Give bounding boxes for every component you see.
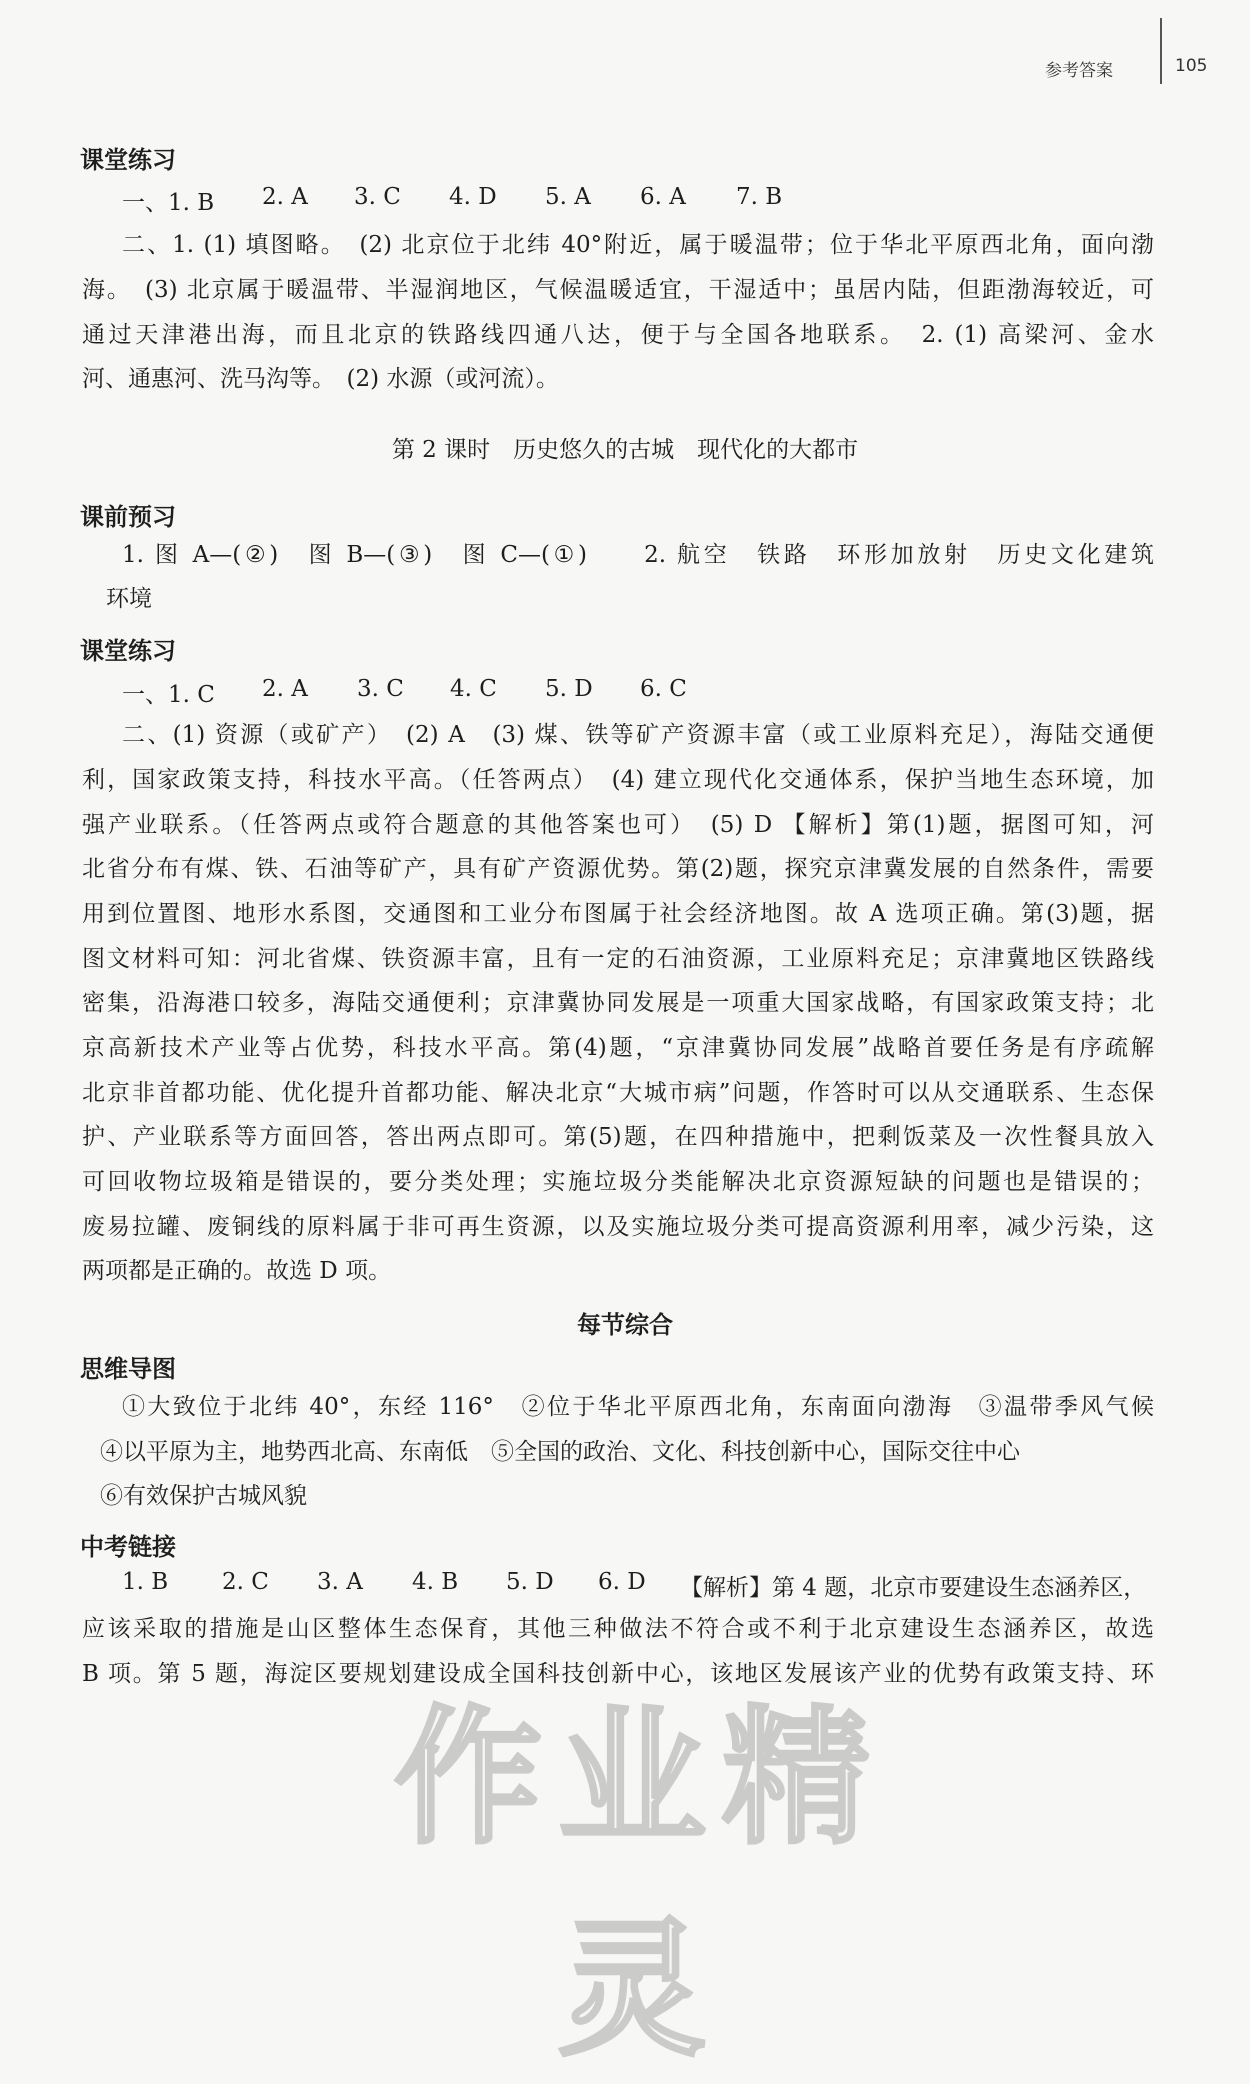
- mc-answer: 5. A: [545, 184, 591, 210]
- mc-answer: 5. D: [506, 1569, 554, 1595]
- answer-line: 1. 图 A—(②) 图 B—(③) 图 C—(①) 2. 航空 铁路 环形加放射 历史文化建筑: [122, 542, 1154, 568]
- answer-line: 京高新技术产业等占优势，科技水平高。第(4)题，“京津冀协同发展”战略首要任务是有序疏解: [82, 1035, 1154, 1061]
- answer-line: 两项都是正确的。故选 D 项。: [82, 1258, 392, 1284]
- answer-line: 密集，沿海港口较多，海陆交通便利；京津冀协同发展是一项重大国家战略，有国家政策支持；北: [82, 990, 1154, 1016]
- header-label: 参考答案: [1045, 61, 1113, 81]
- lesson-title: 第 2 课时 历史悠久的古城 现代化的大都市: [391, 437, 859, 463]
- summary-title: 每节综合: [577, 1311, 673, 1339]
- section-heading: 课堂练习: [80, 637, 176, 665]
- mc-answer: 7. B: [736, 184, 783, 210]
- answer-line: 二、(1) 资源（或矿产） (2) A (3) 煤、铁等矿产资源丰富（或工业原料充足），海陆交通便: [122, 722, 1154, 748]
- section-heading: 中考链接: [80, 1533, 176, 1561]
- answer-line: 废易拉罐、废铜线的原料属于非可再生资源，以及实施垃圾分类可提高资源利用率，减少污染，这: [82, 1214, 1154, 1240]
- answer-line: ①大致位于北纬 40°，东经 116° ②位于华北平原西北角，东南面向渤海 ③温带季风气候: [122, 1394, 1154, 1420]
- answer-line: 河、通惠河、洗马沟等。 (2) 水源（或河流）。: [82, 366, 559, 392]
- answer-line: ⑥有效保护古城风貌: [100, 1483, 307, 1509]
- mc-answer: 2. A: [262, 184, 308, 210]
- answer-line: 应该采取的措施是山区整体生态保育，其他三种做法不符合或不利于北京建设生态涵养区，故选: [82, 1616, 1154, 1642]
- mc-answer: 2. A: [262, 676, 308, 702]
- mc-answer: 6. C: [640, 676, 687, 702]
- answer-line: 北京非首都功能、优化提升首都功能、解决北京“大城市病”问题，作答时可以从交通联系、生态保: [82, 1080, 1154, 1106]
- answer-line: 利，国家政策支持，科技水平高。（任答两点） (4) 建立现代化交通体系，保护当地生态环境，加: [82, 767, 1154, 793]
- watermark: 作业精灵: [394, 1692, 886, 2076]
- answer-line: ④以平原为主，地势西北高、东南低 ⑤全国的政治、文化、科技创新中心，国际交往中心: [100, 1439, 1020, 1465]
- answer-line: 北省分布有煤、铁、石油等矿产，具有矿产资源优势。第(2)题，探究京津冀发展的自然条件，需要: [82, 856, 1154, 882]
- section-heading: 课前预习: [80, 503, 176, 531]
- answer-line: 强产业联系。（任答两点或符合题意的其他答案也可） (5) D 【解析】第(1)题，据图可知，河: [82, 812, 1154, 838]
- answer-line: 环境: [106, 586, 152, 612]
- mc-answer: 3. C: [354, 184, 401, 210]
- mc-answer: 3. A: [317, 1569, 363, 1595]
- mc-answer: 3. C: [357, 676, 404, 702]
- section-heading: 课堂练习: [80, 146, 176, 174]
- mc-answer: 4. D: [449, 184, 497, 210]
- answer-line: 海。 (3) 北京属于暖温带、半湿润地区，气候温暖适宜，干湿适中；虽居内陆，但距渤海较近，可: [82, 277, 1154, 303]
- answer-line: 护、产业联系等方面回答，答出两点即可。第(5)题，在四种措施中，把剩饭菜及一次性餐具放入: [82, 1124, 1154, 1150]
- mc-answer: 4. C: [450, 676, 497, 702]
- answer-line: 可回收物垃圾箱是错误的，要分类处理；实施垃圾分类能解决北京资源短缺的问题也是错误的；: [82, 1169, 1154, 1195]
- mc-answer-analysis: 【解析】第 4 题，北京市要建设生态涵养区，: [680, 1575, 1147, 1601]
- answer-line: 通过天津港出海，而且北京的铁路线四通八达，便于与全国各地联系。 2. (1) 高梁河、金水: [82, 322, 1154, 348]
- answer-line: 二、1. (1) 填图略。 (2) 北京位于北纬 40°附近，属于暖温带；位于华北平原西北角，面向渤: [122, 232, 1154, 258]
- mc-answer: 5. D: [545, 676, 593, 702]
- mc-answer: 6. D: [598, 1569, 646, 1595]
- answer-line: 用到位置图、地形水系图，交通图和工业分布图属于社会经济地图。故 A 选项正确。第(3)题，据: [82, 901, 1154, 927]
- answer-line: B 项。第 5 题，海淀区要规划建设成全国科技创新中心，该地区发展该产业的优势有政策支持、环: [82, 1661, 1154, 1687]
- mc-answer: 一、1. C: [122, 682, 215, 708]
- mc-answer: 2. C: [222, 1569, 269, 1595]
- header-divider: [1160, 18, 1162, 84]
- mc-answer: 一、1. B: [122, 190, 215, 216]
- page-number: 105: [1175, 56, 1208, 76]
- mc-answer: 4. B: [412, 1569, 459, 1595]
- answer-line: 图文材料可知：河北省煤、铁资源丰富，且有一定的石油资源，工业原料充足；京津冀地区铁路线: [82, 946, 1154, 972]
- mc-answer: 1. B: [122, 1569, 169, 1595]
- section-heading: 思维导图: [80, 1355, 176, 1383]
- mc-answer: 6. A: [640, 184, 686, 210]
